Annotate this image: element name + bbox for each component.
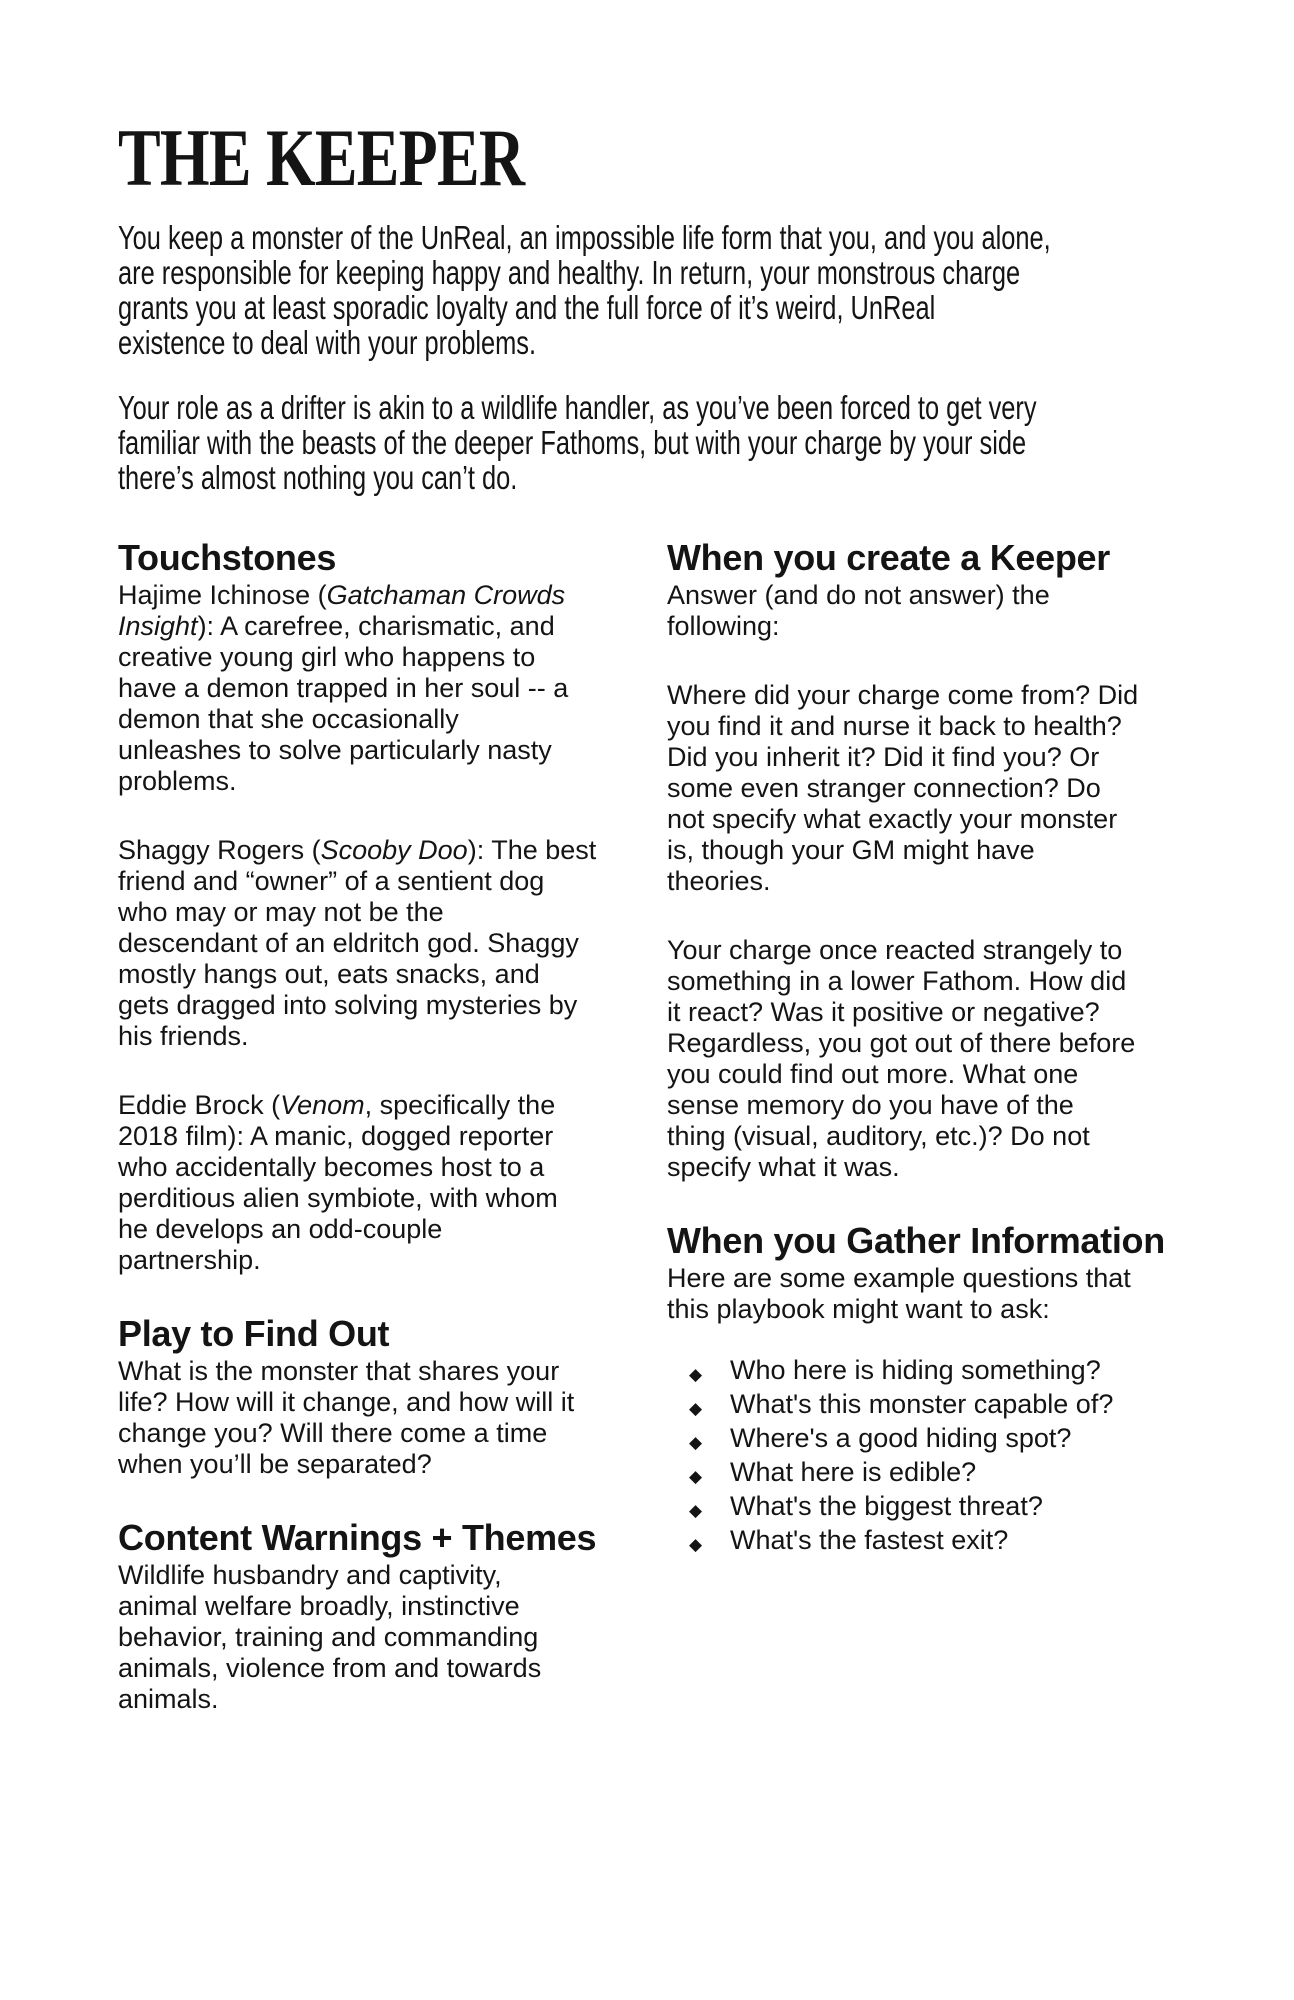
text-line xyxy=(667,1121,1294,1152)
text-line xyxy=(118,325,1219,360)
text-segment: animals. xyxy=(118,1684,219,1714)
text-line xyxy=(118,1653,623,1684)
text-segment: there’s almost nothing you can’t do. xyxy=(118,459,518,496)
right-column xyxy=(667,538,1294,1715)
text-line xyxy=(667,773,1294,804)
text-line xyxy=(118,1356,623,1387)
list-item-text: What here is edible? xyxy=(730,1457,977,1487)
section-gather-information xyxy=(667,1221,1294,1556)
text-segment: behavior, training and commanding xyxy=(118,1622,539,1652)
question-list-item xyxy=(667,1457,1294,1488)
intro-block xyxy=(118,220,1219,495)
list-item-text: Where's a good hiding spot? xyxy=(730,1423,1072,1453)
list-item-text: What's the biggest threat? xyxy=(730,1491,1043,1521)
text-line xyxy=(667,1294,1294,1325)
text-segment: Your role as a drifter is akin to a wildlife handler, as you’ve been forced to get very xyxy=(118,389,1037,426)
text-segment: you find it and nurse it back to health? xyxy=(667,711,1122,741)
touchstone-paragraph xyxy=(118,1090,623,1276)
diamond-bullet-icon: ◆ xyxy=(689,1467,703,1486)
text-line xyxy=(118,460,1219,495)
list-item-text: What's this monster capable of? xyxy=(730,1389,1114,1419)
text-line xyxy=(118,220,1219,255)
text-segment: mostly hangs out, eats snacks, and xyxy=(118,959,540,989)
text-segment: change you? Will there come a time xyxy=(118,1418,548,1448)
text-line xyxy=(118,1152,623,1183)
text-line xyxy=(118,928,623,959)
text-segment: sense memory do you have of the xyxy=(667,1090,1074,1120)
text-line xyxy=(667,1028,1294,1059)
text-segment: friend and “owner” of a sentient dog xyxy=(118,866,545,896)
text-line xyxy=(667,580,1294,611)
text-segment: Did you inherit it? Did it find you? Or xyxy=(667,742,1100,772)
text-segment: Wildlife husbandry and captivity, xyxy=(118,1560,502,1590)
text-line xyxy=(118,1622,623,1653)
text-line xyxy=(118,1387,623,1418)
text-segment: creative young girl who happens to xyxy=(118,642,536,672)
italic-text: Gatchaman Crowds xyxy=(326,580,566,610)
create-a-keeper-paragraph xyxy=(667,935,1294,1183)
two-column-layout xyxy=(118,538,1294,1715)
text-segment: following: xyxy=(667,611,780,641)
create-a-keeper-heading: When you create a Keeper xyxy=(667,537,1110,578)
text-line xyxy=(118,1183,623,1214)
text-segment: grants you at least sporadic loyalty and the full force of it’s weird, UnReal xyxy=(118,289,936,326)
page-title: THE KEEPER xyxy=(118,112,525,203)
create-a-keeper-intro xyxy=(667,580,1294,642)
text-segment: Hajime Ichinose ( xyxy=(118,580,327,610)
text-line xyxy=(118,1214,623,1245)
text-segment: ): The best xyxy=(467,835,597,865)
diamond-bullet-icon: ◆ xyxy=(689,1365,703,1384)
italic-text: Venom xyxy=(280,1090,365,1120)
text-segment: not specify what exactly your monster xyxy=(667,804,1118,834)
intro-paragraph xyxy=(118,220,1219,360)
text-segment: animal welfare broadly, instinctive xyxy=(118,1591,520,1621)
text-line xyxy=(118,735,623,766)
text-line xyxy=(118,866,623,897)
text-line xyxy=(667,680,1294,711)
text-segment: who accidentally becomes host to a xyxy=(118,1152,545,1182)
text-segment: descendant of an eldritch god. Shaggy xyxy=(118,928,579,958)
text-segment: You keep a monster of the UnReal, an impossible life form that you, and you alone, xyxy=(118,219,1051,256)
text-line xyxy=(118,642,623,673)
text-line xyxy=(118,425,1219,460)
touchstone-paragraph xyxy=(118,580,623,797)
section-content-warnings xyxy=(118,1518,623,1715)
section-create-a-keeper xyxy=(667,538,1294,1183)
touchstone-paragraph xyxy=(118,835,623,1052)
diamond-bullet-icon: ◆ xyxy=(689,1399,703,1418)
italic-text: Scooby Doo xyxy=(320,835,468,865)
text-line xyxy=(118,1090,623,1121)
intro-paragraph xyxy=(118,390,1219,495)
text-line xyxy=(118,1121,623,1152)
text-line xyxy=(667,866,1294,897)
text-segment: animals, violence from and towards xyxy=(118,1653,542,1683)
text-segment: existence to deal with your problems. xyxy=(118,324,537,361)
text-segment: Eddie Brock ( xyxy=(118,1090,281,1120)
create-a-keeper-paragraph xyxy=(667,680,1294,897)
example-questions-list xyxy=(667,1355,1294,1556)
content-warnings-paragraph xyxy=(118,1560,623,1715)
text-segment: specify what it was. xyxy=(667,1152,900,1182)
text-segment: theories. xyxy=(667,866,771,896)
text-line xyxy=(667,611,1294,642)
text-line xyxy=(667,804,1294,835)
text-segment: you could find out more. What one xyxy=(667,1059,1079,1089)
text-line xyxy=(118,897,623,928)
text-segment: life? How will it change, and how will it xyxy=(118,1387,575,1417)
text-line xyxy=(118,290,1219,325)
question-list-item xyxy=(667,1355,1294,1386)
text-segment: are responsible for keeping happy and healthy. In return, your monstrous charge xyxy=(118,254,1021,291)
text-segment: partnership. xyxy=(118,1245,261,1275)
gather-information-intro xyxy=(667,1263,1294,1325)
text-line xyxy=(118,611,623,642)
text-line xyxy=(118,766,623,797)
text-segment: unleashes to solve particularly nasty xyxy=(118,735,552,765)
text-segment: is, though your GM might have xyxy=(667,835,1035,865)
text-segment: Shaggy Rogers ( xyxy=(118,835,321,865)
touchstones-heading: Touchstones xyxy=(118,537,337,578)
text-segment: who may or may not be the xyxy=(118,897,444,927)
text-line xyxy=(118,255,1219,290)
text-line xyxy=(118,1591,623,1622)
text-segment: Regardless, you got out of there before xyxy=(667,1028,1136,1058)
text-line xyxy=(118,835,623,866)
text-line xyxy=(118,704,623,735)
question-list-item xyxy=(667,1423,1294,1454)
diamond-bullet-icon: ◆ xyxy=(689,1535,703,1554)
content-warnings-heading: Content Warnings + Themes xyxy=(118,1517,597,1558)
text-line xyxy=(667,711,1294,742)
text-segment: 2018 film): A manic, dogged reporter xyxy=(118,1121,554,1151)
list-item-text: What's the fastest exit? xyxy=(730,1525,1009,1555)
text-segment: his friends. xyxy=(118,1021,249,1051)
section-play-to-find-out xyxy=(118,1314,623,1480)
text-segment: Where did your charge come from? Did xyxy=(667,680,1139,710)
text-segment: have a demon trapped in her soul -- a xyxy=(118,673,569,703)
text-segment: What is the monster that shares your xyxy=(118,1356,560,1386)
play-to-find-out-heading: Play to Find Out xyxy=(118,1313,390,1354)
text-segment: it react? Was it positive or negative? xyxy=(667,997,1100,1027)
text-segment: familiar with the beasts of the deeper Fathoms, but with your charge by your side xyxy=(118,424,1027,461)
text-segment: Here are some example questions that xyxy=(667,1263,1131,1293)
text-line xyxy=(118,1418,623,1449)
text-segment: demon that she occasionally xyxy=(118,704,459,734)
italic-text: Insight xyxy=(118,611,198,641)
text-segment: ): A carefree, charismatic, and xyxy=(197,611,555,641)
text-segment: he develops an odd-couple xyxy=(118,1214,443,1244)
text-line xyxy=(118,1245,623,1276)
diamond-bullet-icon: ◆ xyxy=(689,1433,703,1452)
text-segment: perditious alien symbiote, with whom xyxy=(118,1183,558,1213)
text-line xyxy=(667,835,1294,866)
gather-information-heading: When you Gather Information xyxy=(667,1220,1165,1261)
text-line xyxy=(667,966,1294,997)
text-segment: this playbook might want to ask: xyxy=(667,1294,1050,1324)
text-segment: Your charge once reacted strangely to xyxy=(667,935,1123,965)
text-line xyxy=(667,1152,1294,1183)
text-segment: problems. xyxy=(118,766,237,796)
text-line xyxy=(667,1090,1294,1121)
text-line xyxy=(118,1021,623,1052)
text-segment: , specifically the xyxy=(364,1090,556,1120)
play-to-find-out-paragraph xyxy=(118,1356,623,1480)
text-line xyxy=(118,1560,623,1591)
left-column xyxy=(118,538,623,1715)
text-segment: Answer (and do not answer) the xyxy=(667,580,1050,610)
text-line xyxy=(667,935,1294,966)
text-line xyxy=(118,1449,623,1480)
text-line xyxy=(118,959,623,990)
text-line xyxy=(667,742,1294,773)
text-line xyxy=(118,580,623,611)
text-segment: when you’ll be separated? xyxy=(118,1449,432,1479)
question-list-item xyxy=(667,1491,1294,1522)
text-line xyxy=(667,1263,1294,1294)
diamond-bullet-icon: ◆ xyxy=(689,1501,703,1520)
text-line xyxy=(667,997,1294,1028)
text-segment: something in a lower Fathom. How did xyxy=(667,966,1127,996)
text-segment: gets dragged into solving mysteries by xyxy=(118,990,578,1020)
question-list-item xyxy=(667,1389,1294,1420)
text-line xyxy=(118,673,623,704)
text-line xyxy=(667,1059,1294,1090)
list-item-text: Who here is hiding something? xyxy=(730,1355,1101,1385)
text-line xyxy=(118,1684,623,1715)
text-line xyxy=(118,990,623,1021)
section-touchstones xyxy=(118,538,623,1276)
text-line xyxy=(118,390,1219,425)
text-segment: thing (visual, auditory, etc.)? Do not xyxy=(667,1121,1090,1151)
question-list-item xyxy=(667,1525,1294,1556)
text-segment: some even stranger connection? Do xyxy=(667,773,1101,803)
